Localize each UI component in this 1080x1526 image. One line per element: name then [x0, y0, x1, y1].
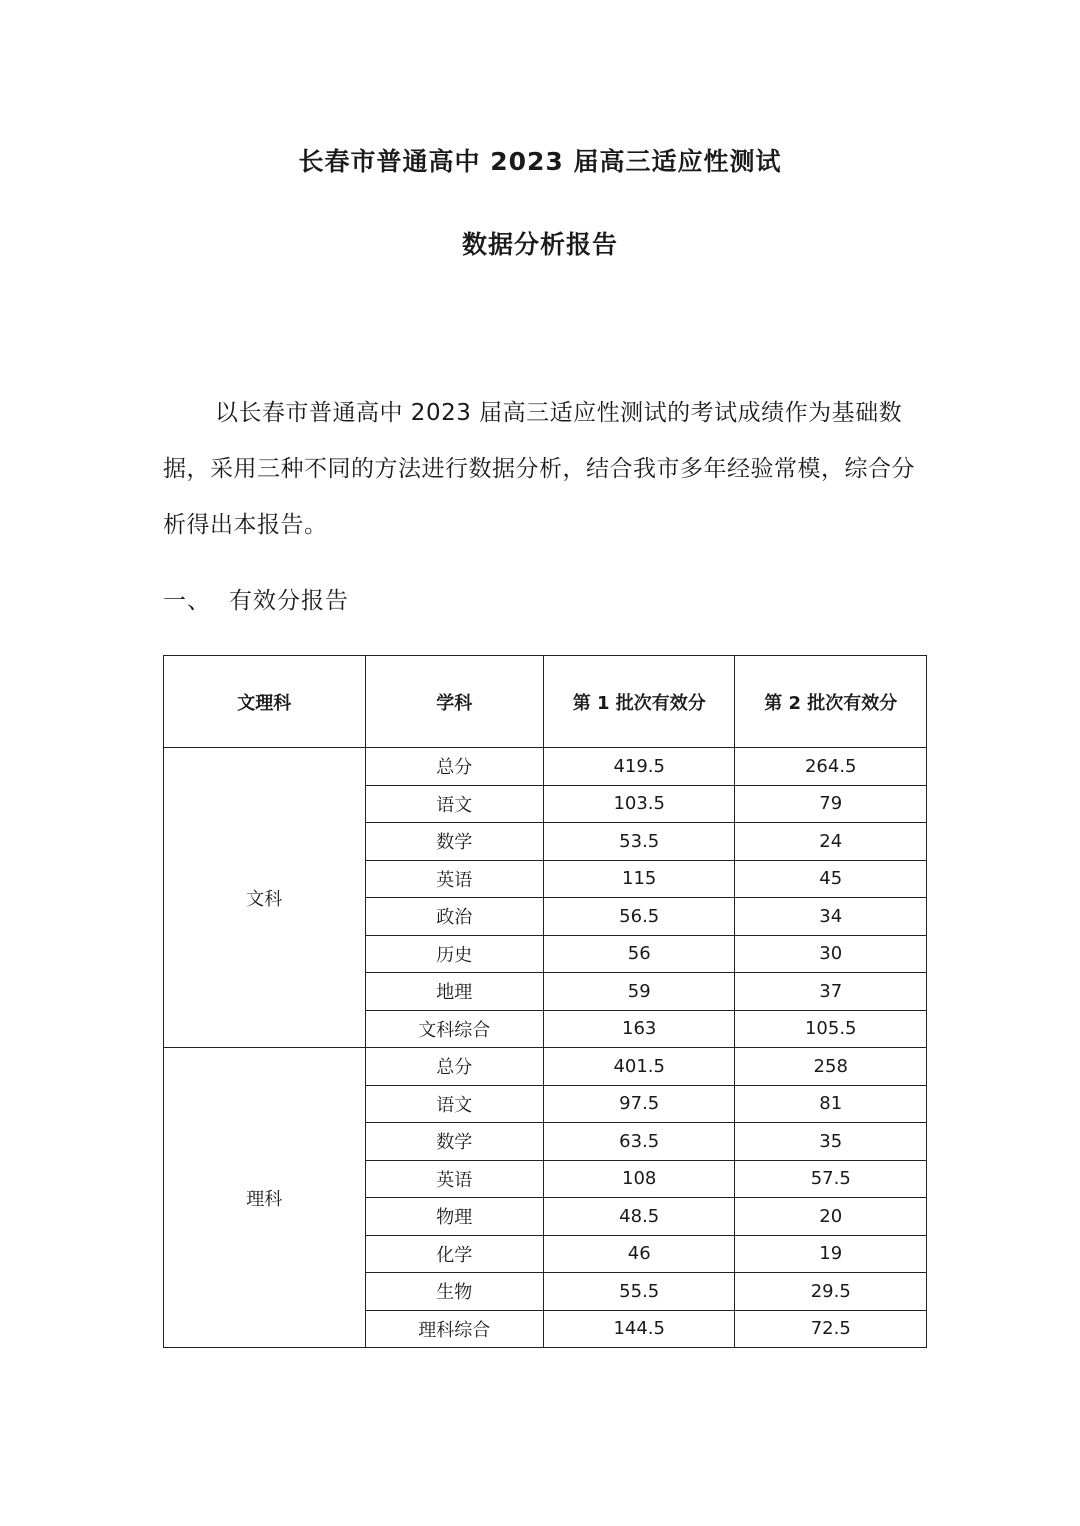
- batch1-cell: 115: [543, 860, 735, 898]
- subject-cell: 英语: [365, 860, 543, 898]
- batch2-cell: 105.5: [735, 1010, 927, 1048]
- report-title-line2: 数据分析报告: [461, 230, 618, 259]
- batch2-cell: 29.5: [735, 1273, 927, 1311]
- batch2-cell: 34: [735, 898, 927, 936]
- subject-cell: 政治: [365, 898, 543, 936]
- batch1-cell: 53.5: [543, 823, 735, 861]
- batch2-cell: 37: [735, 973, 927, 1011]
- table-row: [164, 748, 927, 786]
- header-batch1: 第 1 批次有效分: [543, 656, 735, 748]
- batch1-cell: 56.5: [543, 898, 735, 936]
- subject-cell: 总分: [365, 748, 543, 786]
- batch2-cell: 79: [735, 785, 927, 823]
- subject-cell: 数学: [365, 823, 543, 861]
- section-number: 一、: [163, 588, 211, 614]
- table-body: [164, 748, 927, 1348]
- batch1-cell: 63.5: [543, 1123, 735, 1161]
- section-heading: [163, 582, 349, 615]
- subject-cell: 文科综合: [365, 1010, 543, 1048]
- batch1-cell: 46: [543, 1235, 735, 1273]
- batch2-cell: 30: [735, 935, 927, 973]
- subject-cell: 英语: [365, 1160, 543, 1198]
- header-batch2: 第 2 批次有效分: [735, 656, 927, 748]
- subject-cell: 总分: [365, 1048, 543, 1086]
- batch1-cell: 48.5: [543, 1198, 735, 1236]
- subject-cell: 化学: [365, 1235, 543, 1273]
- batch1-cell: 56: [543, 935, 735, 973]
- batch2-cell: 264.5: [735, 748, 927, 786]
- effective-score-table: [163, 655, 927, 1348]
- table-header-row: [164, 656, 927, 748]
- subject-cell: 地理: [365, 973, 543, 1011]
- table-row: [164, 1048, 927, 1086]
- header-stream: 文理科: [164, 656, 366, 748]
- subject-cell: 历史: [365, 935, 543, 973]
- batch1-cell: 163: [543, 1010, 735, 1048]
- section-title: 有效分报告: [229, 588, 349, 614]
- report-title-line1: 长春市普通高中 2023 届高三适应性测试: [298, 147, 782, 176]
- batch2-cell: 24: [735, 823, 927, 861]
- batch1-cell: 55.5: [543, 1273, 735, 1311]
- batch2-cell: 19: [735, 1235, 927, 1273]
- batch2-cell: 81: [735, 1085, 927, 1123]
- header-subject: 学科: [365, 656, 543, 748]
- batch1-cell: 401.5: [543, 1048, 735, 1086]
- batch2-cell: 20: [735, 1198, 927, 1236]
- subject-cell: 语文: [365, 785, 543, 823]
- batch1-cell: 108: [543, 1160, 735, 1198]
- batch1-cell: 97.5: [543, 1085, 735, 1123]
- batch1-cell: 419.5: [543, 748, 735, 786]
- batch2-cell: 45: [735, 860, 927, 898]
- subject-cell: 物理: [365, 1198, 543, 1236]
- batch2-cell: 35: [735, 1123, 927, 1161]
- subject-cell: 理科综合: [365, 1310, 543, 1348]
- stream-cell: 理科: [164, 1048, 366, 1348]
- intro-paragraph: 以长春市普通高中 2023 届高三适应性测试的考试成绩作为基础数据，采用三种不同的方法进行数据分析，结合我市多年经验常模，综合分析得出本报告。: [163, 400, 915, 538]
- subject-cell: 语文: [365, 1085, 543, 1123]
- subject-cell: 生物: [365, 1273, 543, 1311]
- batch1-cell: 59: [543, 973, 735, 1011]
- batch2-cell: 72.5: [735, 1310, 927, 1348]
- batch2-cell: 258: [735, 1048, 927, 1086]
- batch1-cell: 144.5: [543, 1310, 735, 1348]
- subject-cell: 数学: [365, 1123, 543, 1161]
- batch2-cell: 57.5: [735, 1160, 927, 1198]
- stream-cell: 文科: [164, 748, 366, 1048]
- batch1-cell: 103.5: [543, 785, 735, 823]
